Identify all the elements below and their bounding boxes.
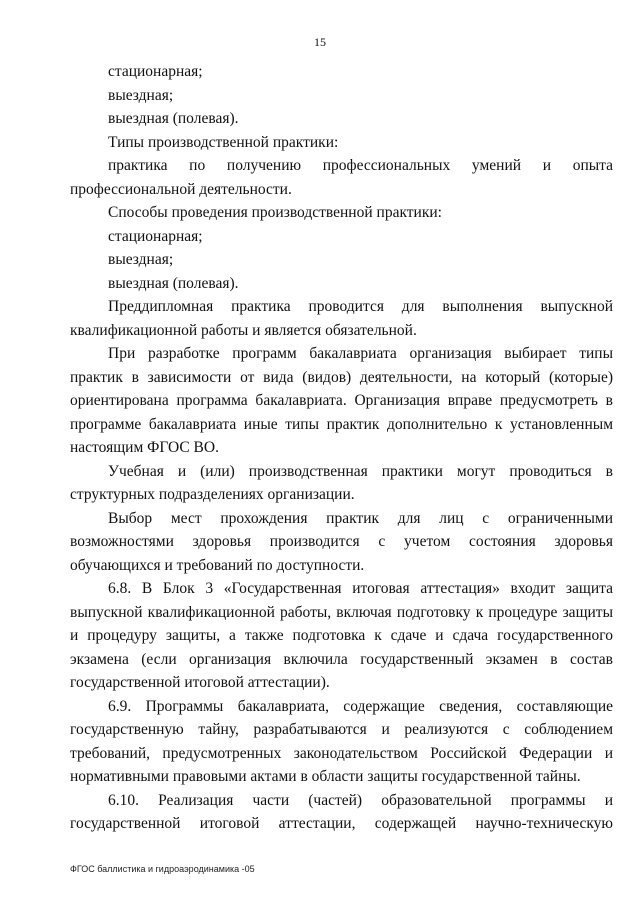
page-number: 15 <box>314 35 326 49</box>
paragraph-16: 6.10. Реализация части (частей) образовательной программы и государственной итоговой аттестации, содержащей научно-техническую <box>70 791 613 832</box>
paragraph-14: 6.8. В Блок 3 «Государственная итоговая аттестация» входит защита выпускной квалификационной работы, включая подготовку к процедуре защиты и процедуру защиты, а также подготовка к сдаче и сдача государственного экзамена (если организация включила государственный экзамен в состав государственной итоговой аттестации). <box>70 580 613 691</box>
paragraph-2: выездная; <box>108 86 174 104</box>
paragraph-1: стационарная; <box>108 63 203 80</box>
document-body <box>70 60 613 836</box>
paragraph-11: При разработке программ бакалавриата организация выбирает типы практик в зависимости от вида (видов) деятельности, на который (которые) ориентирована программа бакалавриата. Организация вправе предусмотреть в программе бакалавриата иные типы практик дополнительно к установленным настоящим ФГОС ВО. <box>70 345 613 456</box>
paragraph-7: стационарная; <box>108 227 203 245</box>
paragraph-10: Преддипломная практика проводится для выполнения выпускной квалификационной работы и является обязательной. <box>70 298 613 339</box>
paragraph-13: Выбор мест прохождения практик для лиц с ограниченными возможностями здоровья производится с учетом состояния здоровья обучающихся и требований по доступности. <box>70 509 613 574</box>
paragraph-9: выездная (полевая). <box>108 274 239 292</box>
paragraph-6: Способы проведения производственной практики: <box>108 204 442 221</box>
paragraph-15: 6.9. Программы бакалавриата, содержащие сведения, составляющие государственную тайну, разрабатываются и реализуются с соблюдением требований, предусмотренных законодательством Российской Федерации и нормативными правовыми актами в области защиты государственной тайны. <box>70 697 613 785</box>
paragraph-12: Учебная и (или) производственная практики могут проводиться в структурных подразделениях организации. <box>70 462 613 503</box>
paragraph-3: выездная (полевая). <box>108 110 239 127</box>
document-footer: ФГОС баллистика и гидроаэродинамика -05 <box>70 864 255 874</box>
paragraph-5: практика по получению профессиональных умений и опыта профессиональной деятельности. <box>70 157 613 198</box>
paragraph-4: Типы производственной практики: <box>108 133 339 151</box>
paragraph-8: выездная; <box>108 251 174 268</box>
